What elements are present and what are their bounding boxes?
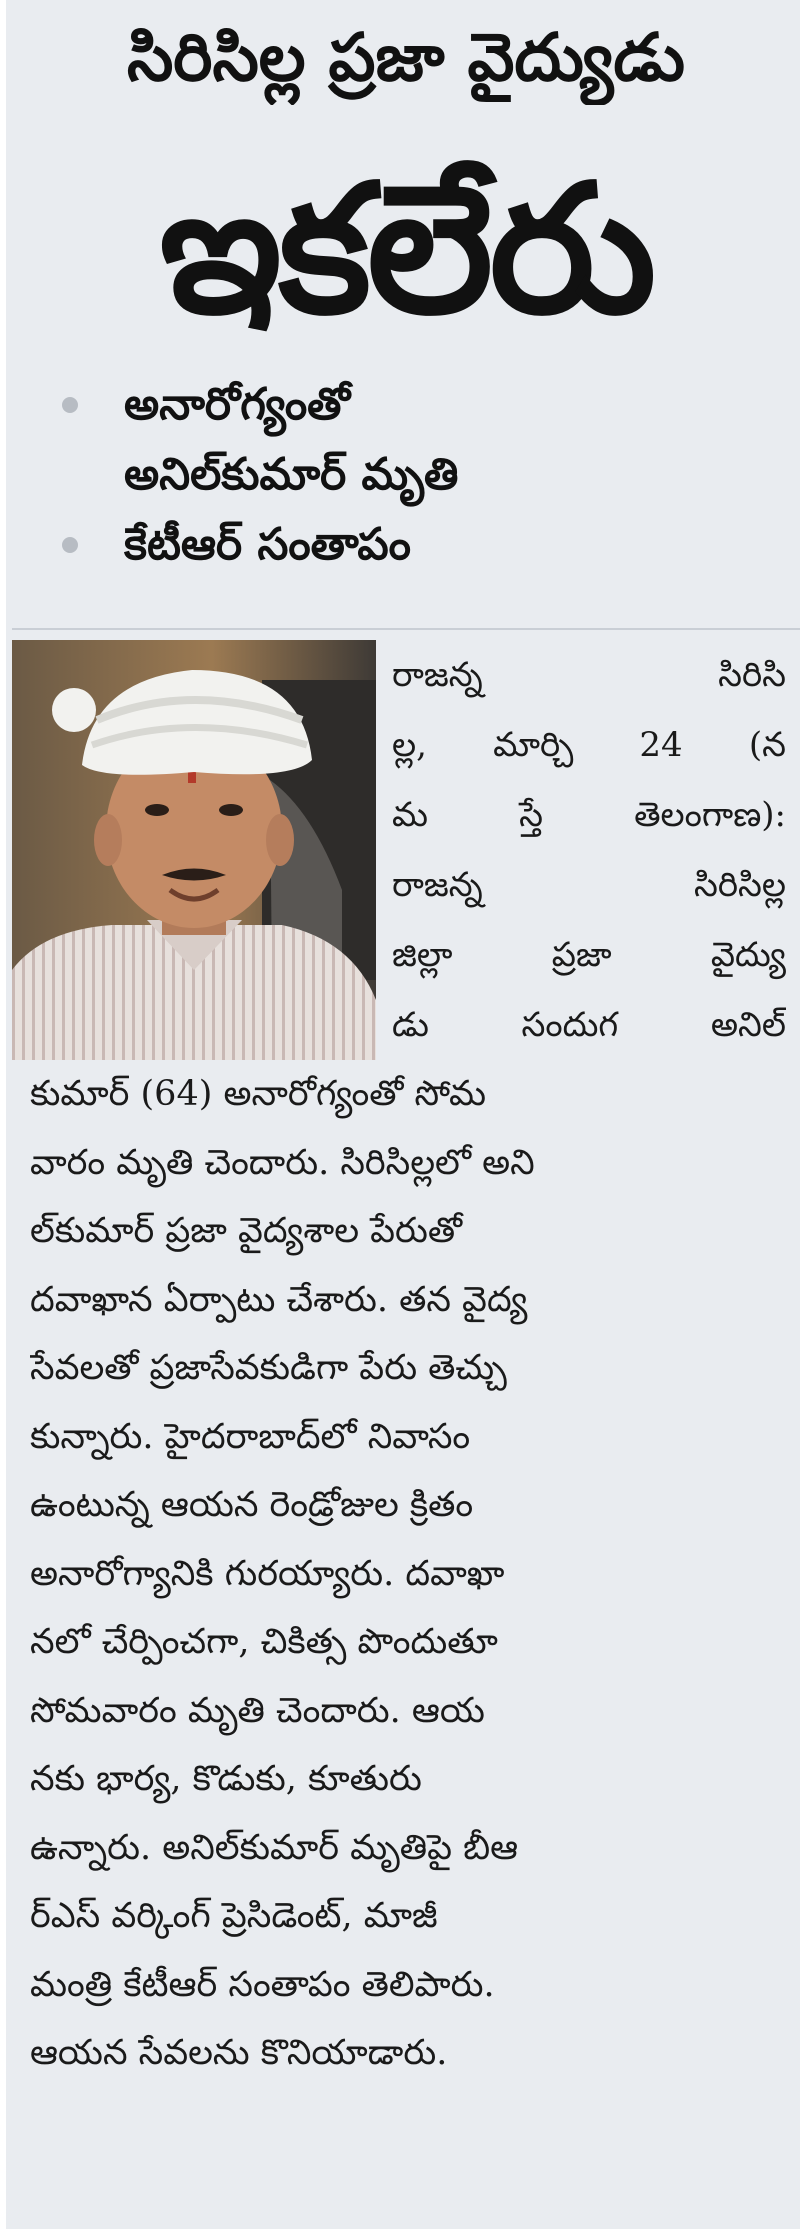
bullet-point [36,510,776,580]
portrait-photo [12,640,376,1060]
article-line: అనారోగ్యానికి గురయ్యారు. దవాఖా [30,1553,505,1594]
article-line: ల్ల, మార్చి 24 (న [392,725,786,765]
bullet-line: అనారోగ్యంతో [124,379,351,430]
article-line: కుమార్ (64) అనారోగ్యంతో సోమ [30,1074,487,1114]
bullet-line: కేటీఆర్ సంతాపం [124,519,411,570]
article-body [30,1060,786,2088]
article-line: మ స్తే తెలంగాణ): [392,795,786,835]
article-line: దవాఖాన ఏర్పాటు చేశారు. తన వైద్య [30,1279,528,1320]
highlight-bullets [36,370,776,580]
bullet-dot-icon [62,397,78,413]
bullet-point [36,370,776,510]
main-headline: ఇకలేరు [159,146,653,353]
section-divider [12,628,800,630]
article-line: రాజన్న సిరిసి [392,655,786,695]
article-line: నకు భార్య, కొడుకు, కూతురు [30,1759,422,1799]
article-intro [392,640,786,1060]
article-line: వారం మృతి చెందారు. సిరిసిల్లలో అని [30,1142,535,1183]
article-line: నలో చేర్పించగా, చికిత్స పొందుతూ [30,1622,498,1662]
article-line: ఉన్నారు. అనిల్‌కుమార్ మృతిపై బీఆ [30,1827,519,1868]
bullet-dot-icon [62,537,78,553]
article-line: సేవలతో ప్రజాసేవకుడిగా పేరు తెచ్చు [30,1348,507,1388]
article-line: ర్‌ఎస్ వర్కింగ్ ప్రెసిడెంట్, మాజీ [30,1896,438,1936]
article-line: ఆయన సేవలను కొనియాడారు. [30,2033,448,2073]
article-line: జిల్లా ప్రజా వైద్యు [392,935,786,975]
article-line: సోమవారం మృతి చెందారు. ఆయ [30,1690,485,1731]
article-line: ఉంటున్న ఆయన రెండ్రోజుల క్రితం [30,1485,474,1525]
bullet-line: అనిల్‌కుమార్ మృతి [124,449,459,500]
article-line: రాజన్న సిరిసిల్ల [392,865,786,905]
article-line: మంత్రి కేటీఆర్ సంతాపం తెలిపారు. [30,1964,495,2005]
article-line: ల్‌కుమార్ ప్రజా వైద్యశాల పేరుతో [30,1211,463,1251]
article-line: కున్నారు. హైదరాబాద్‌లో నివాసం [30,1416,471,1457]
article-line: డు సందుగ అనిల్ [392,1005,786,1045]
kicker-heading: సిరిసిల్ల ప్రజా వైద్యుడు [126,19,686,96]
